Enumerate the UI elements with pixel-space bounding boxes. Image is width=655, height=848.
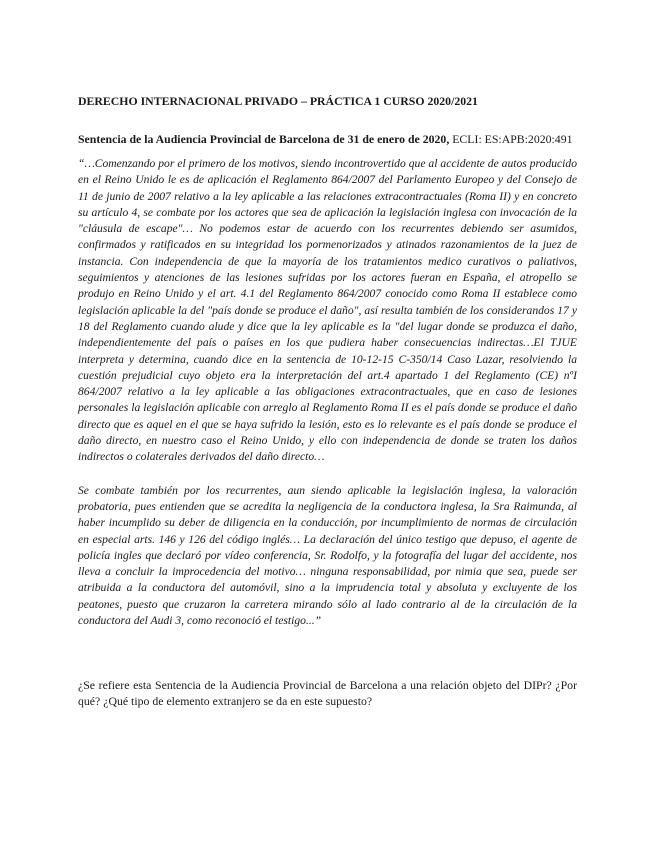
- quote-paragraph-1: “…Comenzando por el primero de los motivos, siendo incontrovertido que al accidente de autos producido en el Reino Unido le es de aplicación el Reglamento 864/2007 del Parlamento Europeo y del Consejo de 11 de junio de 2007 relativo a la ley aplicable a las relaciones extracontractuales (Roma II) y en concreto su artículo 4, se combate por los actores que sea de aplicación la legislación inglesa con invocación de la "cláusula de escape"… No podemos estar de acuerdo con los recurrentes debiendo ser asumidos, confirmados y ratificados en su integridad los pormenorizados y atinados razonamientos de la juez de instancia. Con independencia de que la mayoría de los tratamientos medico curativos o paliativos, seguimientos y atenciones de las lesiones sufridas por los actores fueran en España, el atropello se produjo en Reino Unido y el art. 4.1 del Reglamento 864/2007 conocido como Roma II establece como legislación aplicable la del "país donde se produce el daño", así resulta también de los considerandos 17 y 18 del Reglamento cuando alude y dice que la ley aplicable es la "del lugar donde se produzca el daño, independientemente del país o países en los que pudiera haber consecuencias indirectas…El TJUE interpreta y determina, cuando dice en la sentencia de 10-12-15 C-350/14 Caso Lazar, resolviendo la cuestión prejudicial cuyo objeto era la interpretación del art.4 apartado 1 del Reglamento (CE) nºI 864/2007 relativo a la ley aplicable a las obligaciones extracontractuales, que en caso de lesiones personales la legislación aplicable con arreglo al Reglamento Roma II es el país donde se produce el daño directo que es aquel en el que se haya sufrido la lesión, esto es lo relevante es el país donde se produce el daño directo, en nuestro caso el Reino Unido, y ello con independencia de donde se traten los daños indirectos o colaterales derivados del daño directo…: [78, 157, 577, 464]
- exercise-question: ¿Se refiere esta Sentencia de la Audiencia Provincial de Barcelona a una relación objeto del DIPr? ¿Por qué? ¿Qué tipo de elemento extranjero se da en este supuesto?: [78, 678, 577, 709]
- document-heading: DERECHO INTERNACIONAL PRIVADO – PRÁCTICA 1 CURSO 2020/2021: [78, 94, 478, 108]
- ruling-ecli: ECLI: ES:APB:2020:491: [449, 132, 573, 146]
- ruling-reference: [78, 131, 577, 147]
- document-body: [78, 93, 577, 709]
- quote-paragraph-2: Se combate también por los recurrentes, aun siendo aplicable la legislación inglesa, la valoración probatoria, pues entienden que se acredita la negligencia de la conductora inglesa, la Sra Raimunda, al haber incumplido su deber de diligencia en la conducción, por incumplimiento de normas de circulación en especial arts. 146 y 126 del código inglés… La declaración del único testigo que depuso, el agente de policía ingles que declaró por vídeo conferencia, Sr. Rodolfo, y la fotografía del lugar del accidente, nos lleva a concluir la improcedencia del motivo… ninguna responsabilidad, por nimia que sea, puede ser atribuida a la conductora del automóvil, sino a la imprudencia total y absoluta y excluyente de los peatones, puesto que cruzaron la carretera mirando sólo al lado contrario al de la circulación de la conductora del Audi 3, como reconoció el testigo...”: [78, 483, 577, 628]
- ruling-title: Sentencia de la Audiencia Provincial de Barcelona de 31 de enero de 2020,: [78, 132, 450, 146]
